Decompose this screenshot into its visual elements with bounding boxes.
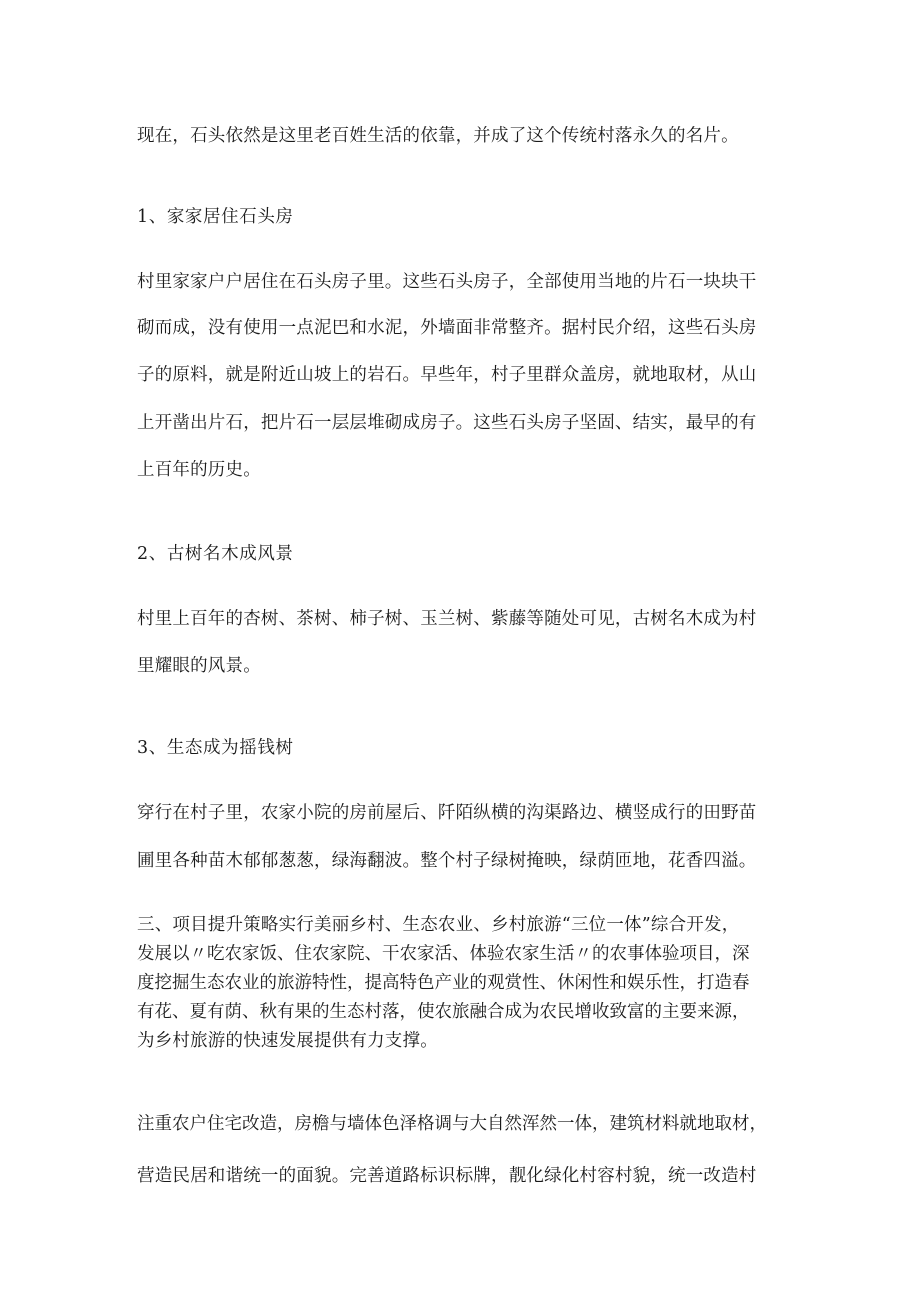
paragraph-line: 子的原料，就是附近山坡上的岩石。早些年，村子里群众盖房，就地取材，从山	[137, 365, 757, 385]
section-heading-ancient-trees: 2、古树名木成风景	[137, 544, 294, 564]
paragraph-line: 度挖掘生态农业的旅游特性，提高特色产业的观赏性、休闲性和娱乐性，打造春	[137, 973, 750, 993]
section-heading-ecology: 3、生态成为摇钱树	[137, 738, 294, 758]
section-heading-stone-houses: 1、家家居住石头房	[137, 207, 294, 227]
paragraph-line: 穿行在村子里，农家小院的房前屋后、阡陌纵横的沟渠路边、横竖成行的田野苗	[137, 803, 757, 823]
paragraph-line: 三、项目提升策略实行美丽乡村、生态农业、乡村旅游“三位一体”综合开发，	[137, 915, 740, 935]
paragraph-line: 发展以〃吃农家饭、住农家院、干农家活、体验农家生活〃的农事体验项目，深	[137, 944, 750, 964]
paragraph-line: 里耀眼的风景。	[137, 656, 261, 676]
intro-paragraph: 现在，石头依然是这里老百姓生活的依靠，并成了这个传统村落永久的名片。	[137, 126, 739, 146]
paragraph-line: 上百年的历史。	[137, 460, 261, 480]
paragraph-line: 有花、夏有荫、秋有果的生态村落，使农旅融合成为农民增收致富的主要来源，	[137, 1002, 750, 1022]
paragraph-line: 营造民居和谐统一的面貌。完善道路标识标牌，靓化绿化村容村貌，统一改造村	[137, 1166, 757, 1186]
paragraph-line: 为乡村旅游的快速发展提供有力支撑。	[137, 1031, 438, 1051]
paragraph-line: 圃里各种苗木郁郁葱葱，绿海翻波。整个村子绿树掩映，绿荫匝地，花香四溢。	[137, 851, 757, 871]
paragraph-line: 砌而成，没有使用一点泥巴和水泥，外墙面非常整齐。据村民介绍，这些石头房	[137, 318, 757, 338]
paragraph-line: 上开凿出片石，把片石一层层堆砌成房子。这些石头房子坚固、结实，最早的有	[137, 413, 757, 433]
paragraph-line: 村里上百年的杏树、茶树、柿子树、玉兰树、紫藤等随处可见，古树名木成为村	[137, 609, 757, 629]
paragraph-line: 村里家家户户居住在石头房子里。这些石头房子，全部使用当地的片石一块块干	[137, 272, 757, 292]
paragraph-line: 注重农户住宅改造，房檐与墙体色泽格调与大自然浑然一体，建筑材料就地取材，	[137, 1114, 767, 1134]
